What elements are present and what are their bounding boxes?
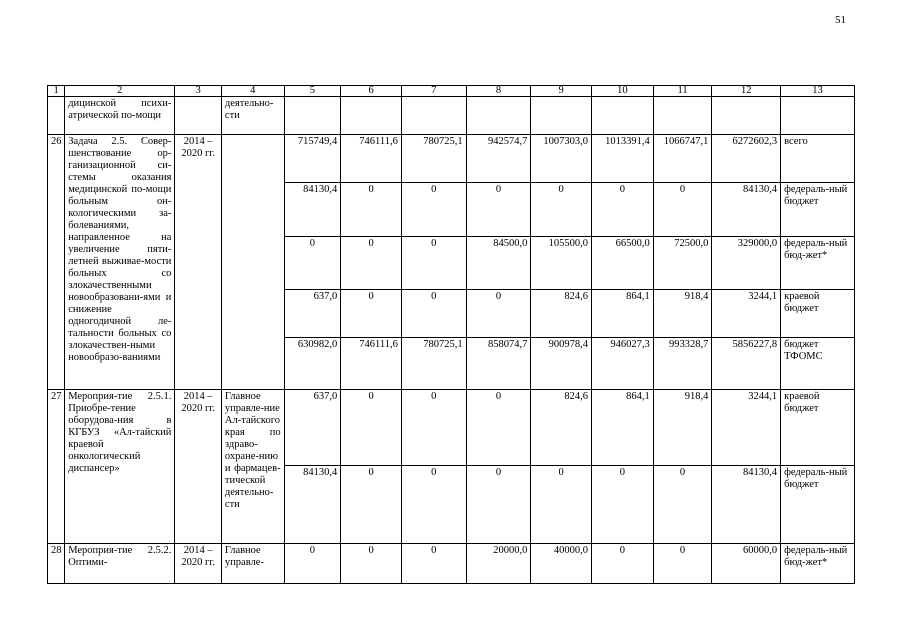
value-cell: 84130,4 — [284, 183, 341, 237]
row-number: 28 — [48, 544, 65, 584]
value-cell: 0 — [466, 183, 531, 237]
value-cell: 0 — [341, 466, 402, 544]
value-cell: 824,6 — [531, 290, 592, 338]
header-cell: 9 — [531, 86, 592, 97]
value-cell: 0 — [284, 237, 341, 290]
value-cell: 3244,1 — [712, 390, 781, 466]
measure-name: дицинской психи-атрической по-мощи — [65, 97, 175, 135]
value-cell: 0 — [341, 183, 402, 237]
funding-source: федераль-ный бюджет — [781, 466, 855, 544]
header-cell: 13 — [781, 86, 855, 97]
value-cell: 0 — [653, 183, 712, 237]
value-cell: 864,1 — [592, 290, 654, 338]
funding-source: краевой бюджет — [781, 390, 855, 466]
value-cell: 1007303,0 — [531, 135, 592, 183]
value-cell: 329000,0 — [712, 237, 781, 290]
value-cell: 0 — [653, 544, 712, 584]
value-cell: 637,0 — [284, 390, 341, 466]
budget-table — [47, 85, 855, 584]
value-cell: 0 — [592, 544, 654, 584]
value-cell: 3244,1 — [712, 290, 781, 338]
measure-name: Мероприя-тие 2.5.2. Оптими- — [65, 544, 175, 584]
value-cell: 0 — [284, 544, 341, 584]
value-cell: 0 — [401, 290, 466, 338]
executor: деятельно-сти — [221, 97, 284, 135]
value-cell: 858074,7 — [466, 338, 531, 390]
funding-source: краевой бюджет — [781, 290, 855, 338]
header-cell: 3 — [175, 86, 222, 97]
value-cell: 0 — [531, 183, 592, 237]
value-cell: 900978,4 — [531, 338, 592, 390]
value-cell: 6272602,3 — [712, 135, 781, 183]
value-cell: 84500,0 — [466, 237, 531, 290]
value-cell: 0 — [341, 290, 402, 338]
value-cell: 918,4 — [653, 290, 712, 338]
header-cell: 11 — [653, 86, 712, 97]
table-row — [48, 544, 855, 584]
header-cell: 6 — [341, 86, 402, 97]
value-cell: 824,6 — [531, 390, 592, 466]
value-cell: 0 — [341, 544, 402, 584]
value-cell: 0 — [592, 466, 654, 544]
value-cell: 84130,4 — [712, 466, 781, 544]
header-row — [48, 86, 855, 97]
funding-source: федераль-ный бюд-жет* — [781, 237, 855, 290]
header-cell: 1 — [48, 86, 65, 97]
value-cell: 20000,0 — [466, 544, 531, 584]
value-cell: 0 — [466, 466, 531, 544]
value-cell: 72500,0 — [653, 237, 712, 290]
value-cell: 630982,0 — [284, 338, 341, 390]
value-cell: 40000,0 — [531, 544, 592, 584]
header-cell: 4 — [221, 86, 284, 97]
value-cell: 746111,6 — [341, 338, 402, 390]
value-cell: 946027,3 — [592, 338, 654, 390]
value-cell: 918,4 — [653, 390, 712, 466]
header-cell: 12 — [712, 86, 781, 97]
funding-source: бюджет ТФОМС — [781, 338, 855, 390]
measure-name: Мероприя-тие 2.5.1. Приобре-тение оборудова-ния в КГБУЗ «Ал-тайский краевой онкологический диспансер» — [65, 390, 175, 544]
value-cell: 942574,7 — [466, 135, 531, 183]
funding-source: федераль-ный бюд-жет* — [781, 544, 855, 584]
value-cell: 60000,0 — [712, 544, 781, 584]
value-cell: 1013391,4 — [592, 135, 654, 183]
row-number: 26 — [48, 135, 65, 390]
period: 2014 – 2020 гг. — [175, 544, 222, 584]
header-cell: 5 — [284, 86, 341, 97]
value-cell: 864,1 — [592, 390, 654, 466]
value-cell: 0 — [592, 183, 654, 237]
value-cell: 0 — [653, 466, 712, 544]
table-row — [48, 390, 855, 466]
executor — [221, 135, 284, 390]
value-cell: 746111,6 — [341, 135, 402, 183]
header-cell: 2 — [65, 86, 175, 97]
value-cell: 0 — [401, 183, 466, 237]
value-cell: 715749,4 — [284, 135, 341, 183]
value-cell: 993328,7 — [653, 338, 712, 390]
page-number: 51 — [835, 14, 846, 26]
value-cell: 780725,1 — [401, 338, 466, 390]
value-cell: 0 — [531, 466, 592, 544]
header-cell: 7 — [401, 86, 466, 97]
value-cell: 0 — [401, 466, 466, 544]
value-cell: 0 — [401, 237, 466, 290]
period: 2014 – 2020 гг. — [175, 135, 222, 390]
value-cell: 0 — [341, 390, 402, 466]
funding-source: всего — [781, 135, 855, 183]
header-cell: 10 — [592, 86, 654, 97]
executor: Главное управле-ние Ал-тайского края по здраво-охране-нию и фармацев-тической деятельно-сти — [221, 390, 284, 544]
value-cell: 66500,0 — [592, 237, 654, 290]
value-cell: 0 — [466, 390, 531, 466]
value-cell: 780725,1 — [401, 135, 466, 183]
row-number: 27 — [48, 390, 65, 544]
value-cell: 0 — [466, 290, 531, 338]
value-cell: 5856227,8 — [712, 338, 781, 390]
value-cell: 1066747,1 — [653, 135, 712, 183]
value-cell: 0 — [401, 544, 466, 584]
value-cell: 0 — [401, 390, 466, 466]
funding-source: федераль-ный бюджет — [781, 183, 855, 237]
value-cell: 0 — [341, 237, 402, 290]
value-cell: 637,0 — [284, 290, 341, 338]
header-cell: 8 — [466, 86, 531, 97]
table-row — [48, 135, 855, 183]
value-cell: 84130,4 — [712, 183, 781, 237]
measure-name: Задача 2.5. Совер-шенствование ор-ганизационной си-стемы оказания медицинской по-мощи больным он-кологическими за-болеваниями, направленное на увеличение пяти-летней выживае-мости больных со злокачественными новообразовани-ями и снижение одногодичной ле-тальности больных со злокачествен-ными новообразо-ваниями — [65, 135, 175, 390]
table-row — [48, 97, 855, 135]
period: 2014 – 2020 гг. — [175, 390, 222, 544]
executor: Главное управле- — [221, 544, 284, 584]
value-cell: 84130,4 — [284, 466, 341, 544]
value-cell: 105500,0 — [531, 237, 592, 290]
